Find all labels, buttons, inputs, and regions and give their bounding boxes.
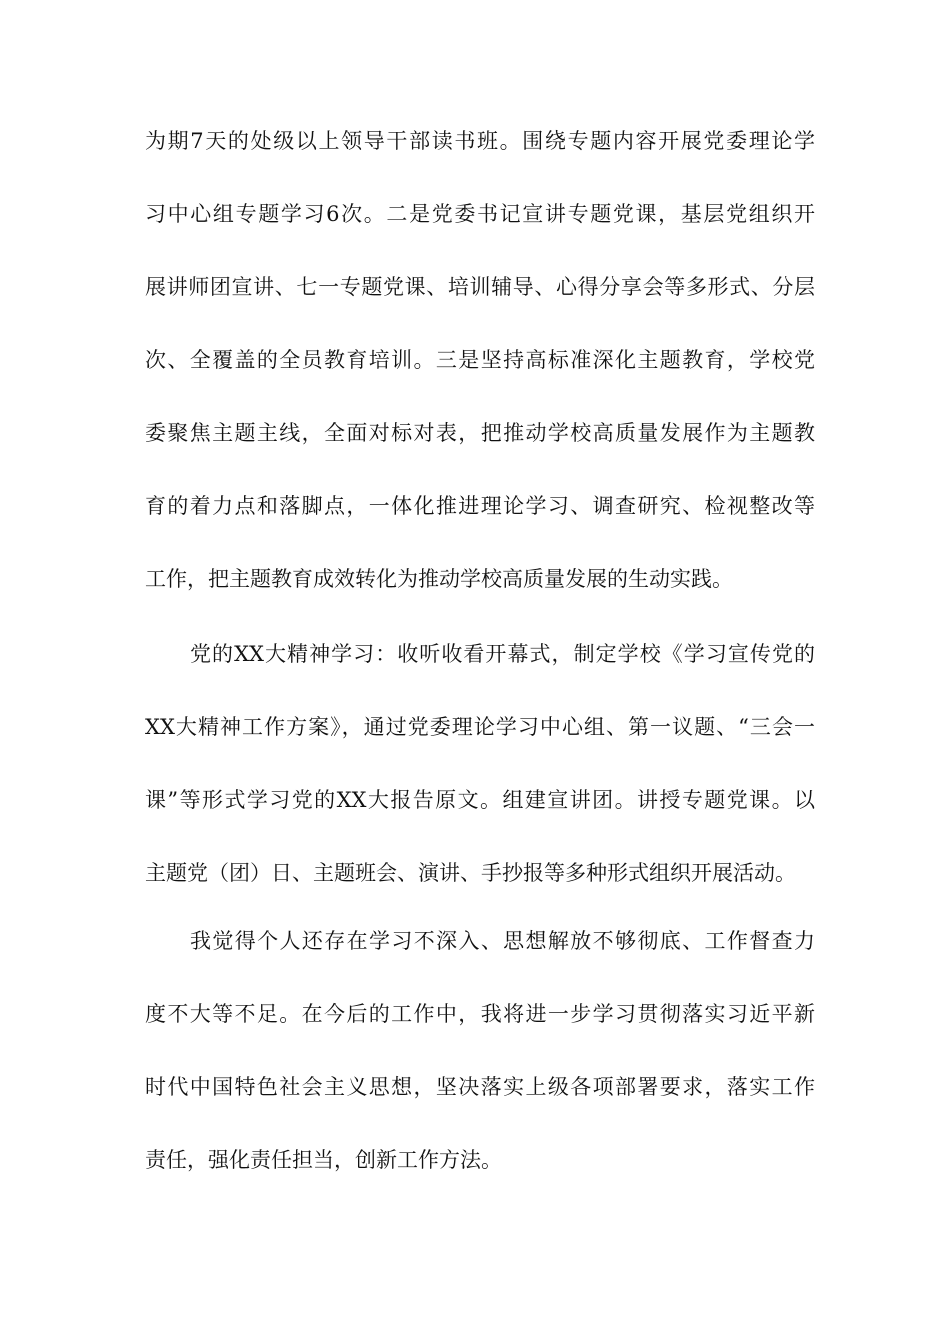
paragraph-1-line-3: 展讲师团宣讲、七一专题党课、培训辅导、心得分享会等多形式、分层: [145, 275, 815, 299]
paragraph-1-line-7: 工作，把主题教育成效转化为推动学校高质量发展的生动实践。: [145, 567, 733, 591]
paragraph-2-line-4: 主题党（团）日、主题班会、演讲、手抄报等多种形式组织开展活动。: [145, 861, 796, 885]
paragraph-2-line-3: 课”等形式学习党的XX大报告原文。组建宣讲团。讲授专题党课。以: [145, 788, 815, 812]
paragraph-3-line-2: 度不大等不足。在今后的工作中，我将进一步学习贯彻落实习近平新: [145, 1002, 815, 1026]
paragraph-1-line-1: 为期7天的处级以上领导干部读书班。围绕专题内容开展党委理论学: [145, 129, 815, 153]
paragraph-3-line-1: 我觉得个人还存在学习不深入、思想解放不够彻底、工作督查力: [190, 929, 815, 953]
paragraph-2-line-1: 党的XX大精神学习：收听收看开幕式，制定学校《学习宣传党的: [190, 642, 815, 666]
paragraph-1-line-5: 委聚焦主题主线，全面对标对表，把推动学校高质量发展作为主题教: [145, 421, 815, 445]
paragraph-3-line-3: 时代中国特色社会主义思想，坚决落实上级各项部署要求，落实工作: [145, 1075, 815, 1099]
paragraph-1-line-6: 育的着力点和落脚点，一体化推进理论学习、调查研究、检视整改等: [145, 494, 815, 518]
paragraph-2-line-2: XX大精神工作方案》，通过党委理论学习中心组、第一议题、“三会一: [145, 715, 815, 739]
paragraph-1-line-4: 次、全覆盖的全员教育培训。三是坚持高标准深化主题教育，学校党: [145, 348, 815, 372]
paragraph-3-line-4: 责任，强化责任担当，创新工作方法。: [145, 1148, 502, 1172]
paragraph-1-line-2: 习中心组专题学习6次。二是党委书记宣讲专题党课，基层党组织开: [145, 202, 815, 226]
